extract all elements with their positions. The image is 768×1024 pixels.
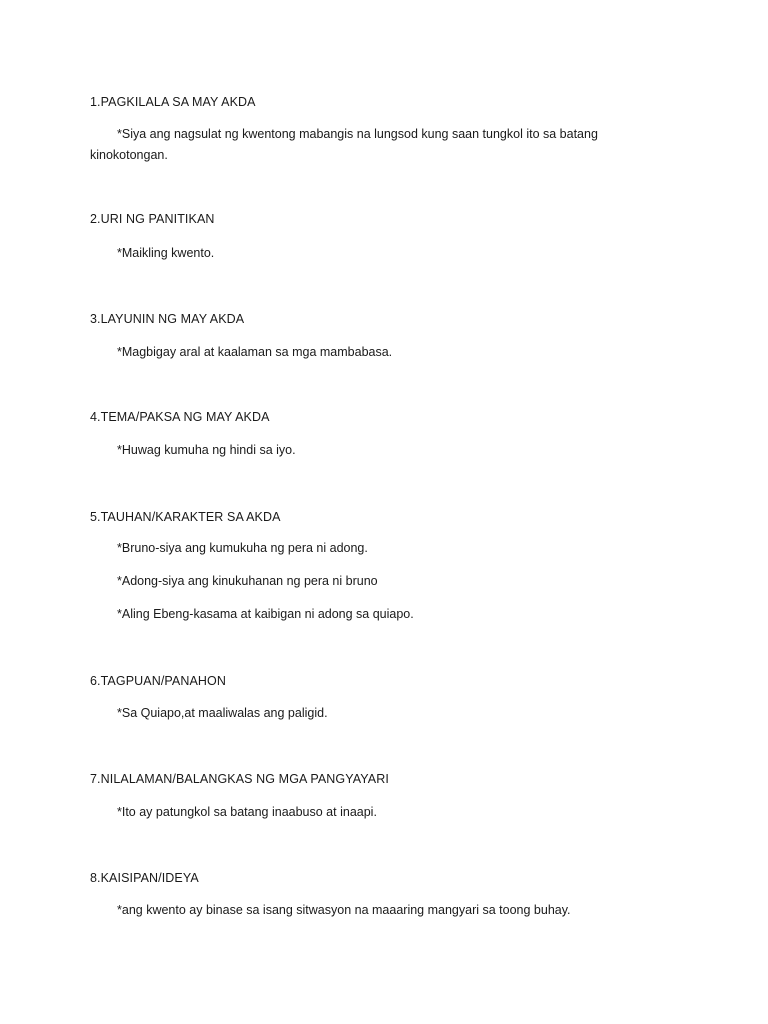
section-answer-3: *Magbigay aral at kaalaman sa mga mambabasa. [117,345,393,359]
section-answer-8: *ang kwento ay binase sa isang sitwasyon na maaaring mangyari sa toong buhay. [117,903,571,917]
section-heading-2: 2.URI NG PANITIKAN [90,212,215,226]
section-heading-8: 8.KAISIPAN/IDEYA [90,871,199,885]
section-answer-7: *Ito ay patungkol sa batang inaabuso at inaapi. [117,805,377,819]
section-heading-3: 3.LAYUNIN NG MAY AKDA [90,312,245,326]
section-heading-5: 5.TAUHAN/KARAKTER SA AKDA [90,510,281,524]
section-answer-5a: *Bruno-siya ang kumukuha ng pera ni adong. [117,541,368,555]
section-answer-6: *Sa Quiapo,at maaliwalas ang paligid. [117,706,328,720]
section-answer-5c: *Aling Ebeng-kasama at kaibigan ni adong sa quiapo. [117,607,414,621]
section-heading-1: 1.PAGKILALA SA MAY AKDA [90,95,256,109]
section-answer-4: *Huwag kumuha ng hindi sa iyo. [117,443,296,457]
section-heading-4: 4.TEMA/PAKSA NG MAY AKDA [90,410,270,424]
section-heading-7: 7.NILALAMAN/BALANGKAS NG MGA PANGYAYARI [90,772,389,786]
section-heading-6: 6.TAGPUAN/PANAHON [90,674,226,688]
section-answer-5b: *Adong-siya ang kinukuhanan ng pera ni bruno [117,574,378,588]
section-answer-1: *Siya ang nagsulat ng kwentong mabangis na lungsod kung saan tungkol ito sa batang kinokotongan. [90,127,598,162]
section-answer-2: *Maikling kwento. [117,246,215,260]
